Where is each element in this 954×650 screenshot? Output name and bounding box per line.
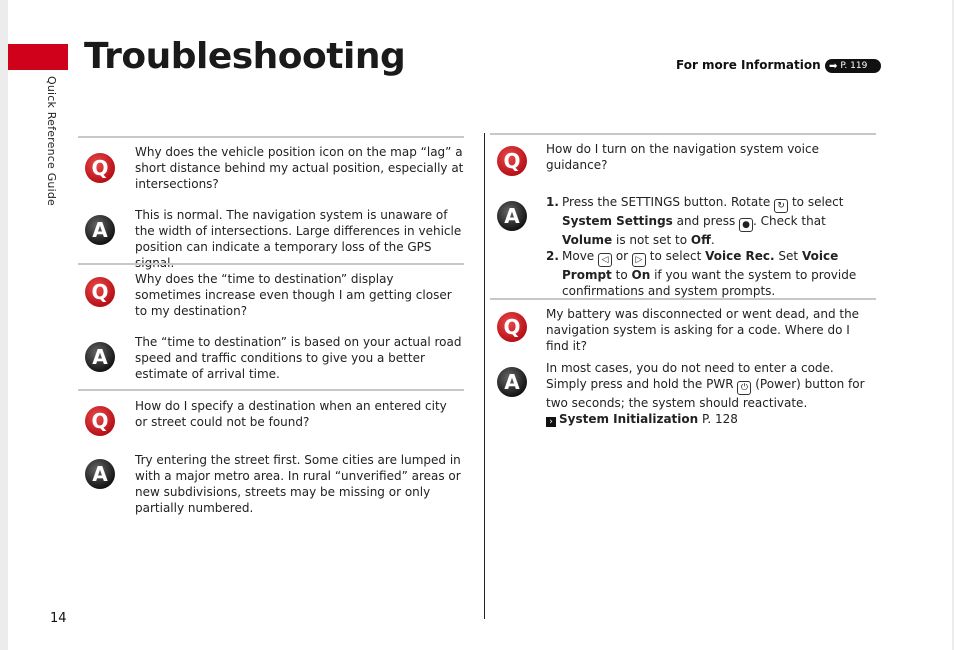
answer-badge: A <box>85 459 115 489</box>
answer-text: The “time to destination” is based on your actual road speed and traffic conditions to give you a better estimate of arrival time. <box>135 335 462 381</box>
answer-badge: A <box>497 201 527 231</box>
answer-text: This is normal. The navigation system is unaware of the width of intersections. Large differences in vehicle position can indicate a temporary loss of the GPS <box>135 208 462 254</box>
answer-steps <box>546 194 878 299</box>
divider <box>78 263 464 265</box>
page-number: 14 <box>50 611 67 626</box>
answer-text: In most cases, you do not need to enter a code. Simply press and hold the PWR ⏻ (Power) button for two seconds; the system should reactivate. › System Initialization P. 128 <box>546 361 865 427</box>
question-text: Why does the “time to destination” display sometimes increase even though I am getting closer to my destination? <box>135 272 452 318</box>
knob-right-icon: ▷ <box>632 253 646 267</box>
divider <box>78 136 464 138</box>
knob-rotate-icon: ↻ <box>774 199 788 213</box>
column-divider <box>484 133 485 619</box>
page-ref-text: P. 119 <box>840 61 868 71</box>
question-badge: Q <box>497 146 527 176</box>
question-badge: Q <box>85 153 115 183</box>
divider <box>490 298 876 300</box>
answer-badge: A <box>85 215 115 245</box>
more-info-label: For more Information <box>676 58 821 72</box>
question-text: How do I turn on the navigation system voice guidance? <box>546 142 819 172</box>
question-text: How do I specify a destination when an entered city or street could not be found? <box>135 399 447 429</box>
arrow-icon: ➡ <box>829 60 838 72</box>
manual-page <box>8 0 952 650</box>
knob-press-icon: ● <box>739 218 753 232</box>
question-badge: Q <box>497 312 527 342</box>
divider <box>78 389 464 391</box>
section-tab <box>8 44 68 70</box>
page-title: Troubleshooting <box>84 36 406 77</box>
knob-left-icon: ◁ <box>598 253 612 267</box>
answer-badge: A <box>497 367 527 397</box>
cross-reference-link[interactable]: › System Initialization P. 128 <box>546 411 866 427</box>
page-ref-link[interactable] <box>825 59 881 73</box>
question-badge: Q <box>85 277 115 307</box>
answer-text: Try entering the street first. Some cities are lumped in with a major metro area. In rural “unverified” areas or new subdivisions, streets may be missing or only partially numbered. <box>135 453 461 515</box>
question-text: Why does the vehicle position icon on the map “lag” a short distance behind my actual position, especially at intersections? <box>135 145 464 191</box>
answer-badge: A <box>85 342 115 372</box>
question-badge: Q <box>85 406 115 436</box>
question-text: My battery was disconnected or went dead, and the navigation system is asking for a code. Where do I find it? <box>546 307 860 353</box>
divider <box>490 133 876 135</box>
step-1: 1. Press the SETTINGS button. Rotate ↻ to select System Settings and press ● . Check that Volume is not set to Off. <box>546 195 844 247</box>
step-2: 2. Move ◁ or ▷ to select Voice Rec. Set Voice Prompt to On if you want the system to provide confirmations and system prompts. <box>546 249 857 298</box>
arrow-icon: › <box>546 417 556 427</box>
power-icon: ⏻ <box>737 381 751 395</box>
side-label: Quick Reference Guide <box>45 76 58 206</box>
